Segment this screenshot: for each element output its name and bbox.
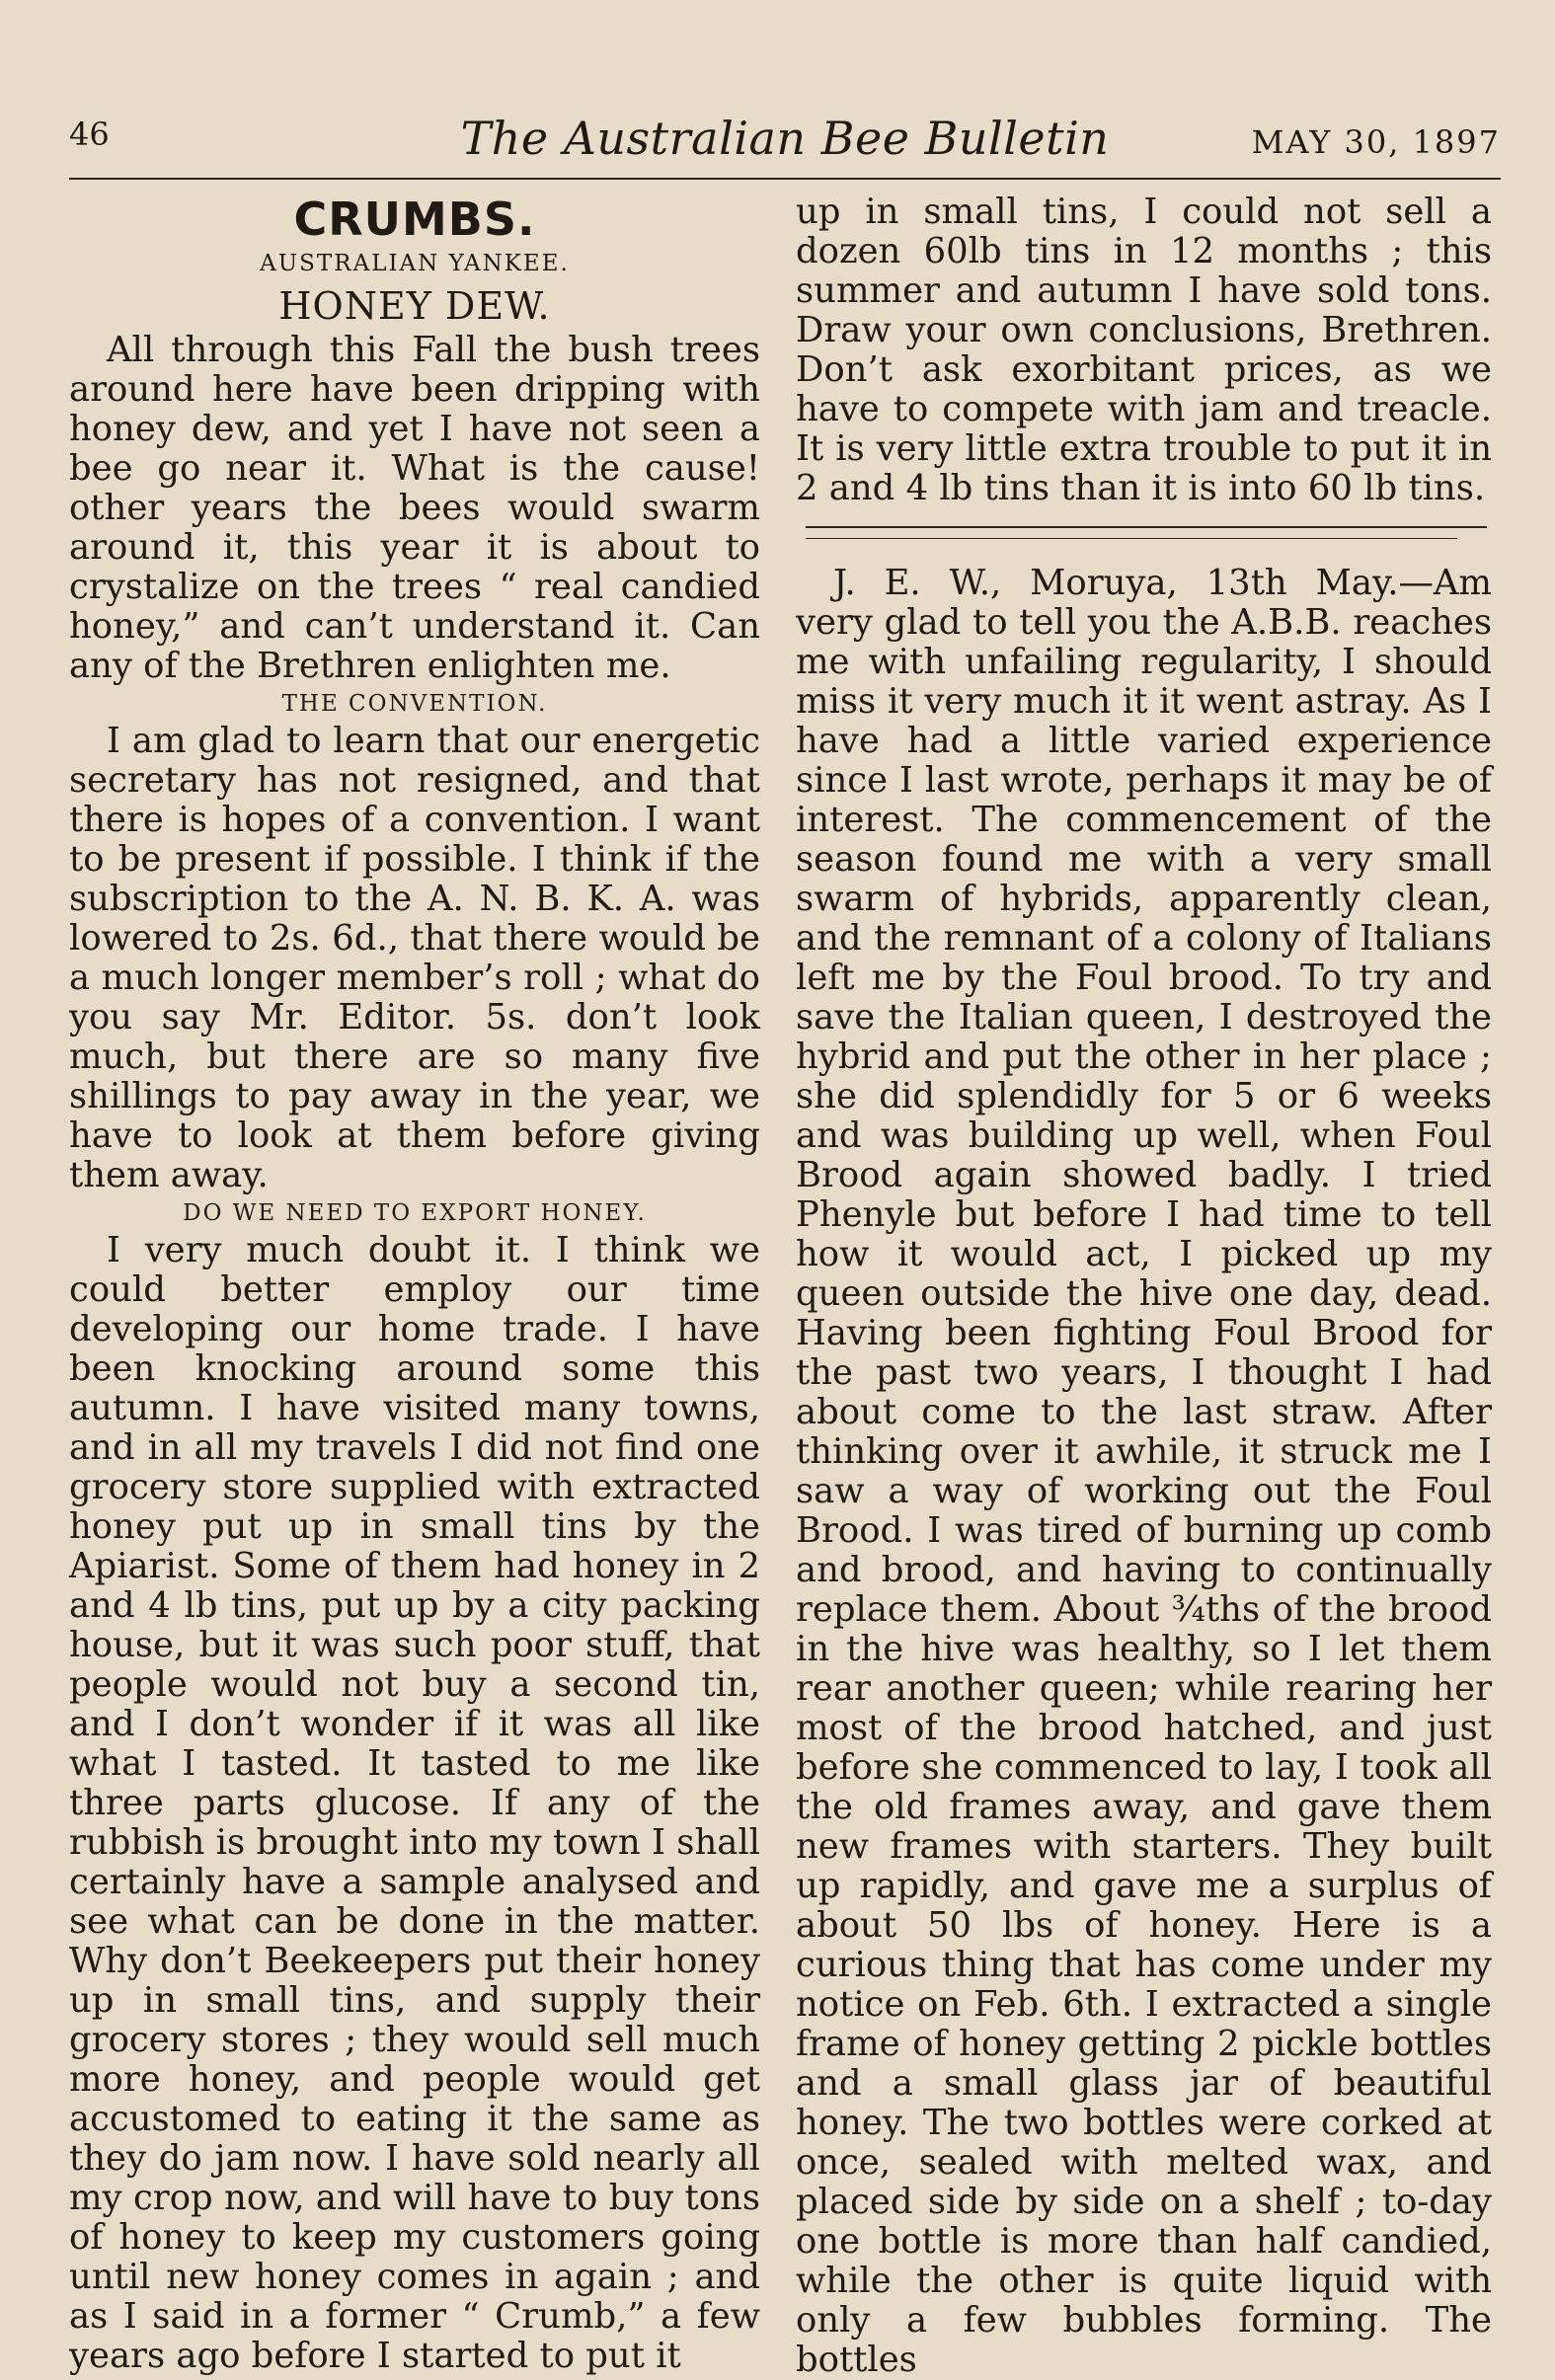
- publication-title: The Australian Bee Bulletin: [460, 112, 1110, 165]
- paragraph-letter-jew: J. E. W., Moruya, 13th May.—Am very glad to tell you the A.B.B. reaches me with unfailing regularity, I should miss it very much it it went astray. As I have had a little varied experience since I last wrote, perhaps it may be of interest. The commencement of the season found me with a very small swarm of hybrids, apparently clean, and the remnant of a colony of Italians left me by the Foul brood. To try and save the Italian queen, I destroyed the hybrid and put the other in her place ; she did splendidly for 5 or 6 weeks and was building up well, when Foul Brood again showed badly. I tried Phenyle but before I had time to tell how it would act, I picked up my queen outside the hive one day, dead. Having been fighting Foul Brood for the past two years, I thought I had about come to the last straw. After thinking over it awhile, it struck me I saw a way of working out the Foul Brood. I was tired of burning up comb and brood, and having to continually replace them. About ¾ths of the brood in the hive was healthy, so I let them rear another queen; while rearing her most of the brood hatched, and just before she commenced to lay, I took all the old frames away, and gave them new frames with starters. They built up rapidly, and gave me a surplus of about 50 lbs of honey. Here is a curious thing that has come under my notice on Feb. 6th. I extracted a single frame of honey getting 2 pickle bottles and a small glass jar of beautiful honey. The two bottles were corked at once, sealed with melted wax, and placed side by side on a shelf ; to-day one bottle is more than half candied, while the other is quite liquid with only a few bubbles forming. The bottles: [796, 563, 1492, 2380]
- article-byline: AUSTRALIAN YANKEE.: [260, 251, 570, 276]
- right-column: [796, 192, 1492, 2380]
- header-rule: [69, 178, 1501, 180]
- section-heading-export-honey: DO WE NEED TO EXPORT HONEY.: [183, 1200, 647, 1226]
- page-header: [69, 104, 1501, 173]
- page-number: 46: [69, 115, 110, 153]
- paragraph-export-honey: I very much doubt it. I think we could better employ our time developing our home trade. I have been knocking around some this autumn. I have visited many towns, and in all my travels I did not find one grocery store supplied with extracted honey put up in small tins by the Apiarist. Some of them had honey in 2 and 4 lb tins, put up by a city packing house, but it was such poor stuff, that people would not buy a second tin, and I don’t wonder if it was all like what I tasted. It tasted to me like three parts glucose. If any of the rubbish is brought into my town I shall certainly have a sample analysed and see what can be done in the matter. Why don’t Beekeepers put their honey up in small tins, and supply their grocery stores ; they would sell much more honey, and people would get accustomed to eating it the same as they do jam now. I have sold nearly all my crop now, and will have to buy tons of honey to keep my customers going until new honey comes in again ; and as I said in a former “ Crumb,” a few years ago before I started to put it: [69, 1230, 760, 2376]
- section-heading-convention: THE CONVENTION.: [281, 691, 548, 717]
- issue-date: MAY 30, 1897: [1251, 123, 1501, 161]
- section-separator: [796, 508, 1492, 564]
- section-heading-honey-dew: HONEY DEW.: [278, 284, 551, 328]
- paragraph-honey-dew: All through this Fall the bush trees around here have been dripping with honey dew, and yet I have not seen a bee go near it. What is the cause! other years the bees would swarm around it, this year it is about to crystalize on the trees “ real candied honey,” and can’t understand it. Can any of the Brethren enlighten me.: [69, 330, 760, 686]
- paragraph-continued: up in small tins, I could not sell a dozen 60lb tins in 12 months ; this summer and autumn I have sold tons. Draw your own conclusions, Brethren. Don’t ask exorbitant prices, as we have to compete with jam and treacle. It is very little extra trouble to put it in 2 and 4 lb tins than it is into 60 lb tins.: [796, 192, 1492, 508]
- left-column: [69, 192, 760, 2376]
- article-heading: CRUMBS.: [293, 192, 536, 246]
- paragraph-convention: I am glad to learn that our energetic secretary has not resigned, and that there is hopes of a convention. I want to be present if possible. I think if the subscription to the A. N. B. K. A. was lowered to 2s. 6d., that there would be a much longer member’s roll ; what do you say Mr. Editor. 5s. don’t look much, but there are so many five shillings to pay away in the year, we have to look at them before giving them away.: [69, 721, 760, 1195]
